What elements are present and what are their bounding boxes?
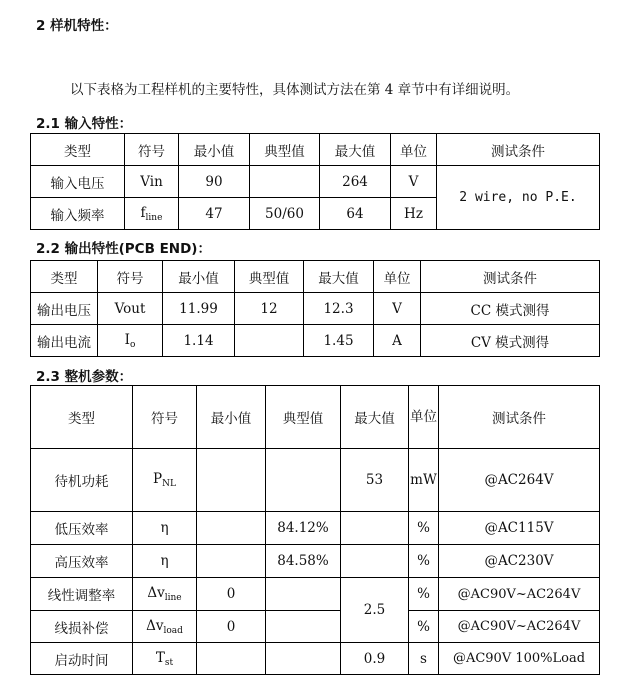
cell-min: [197, 643, 266, 675]
cell-type: 输出电流: [31, 325, 98, 357]
cell-unit: %: [409, 578, 439, 611]
header-min: 最小值: [179, 134, 250, 166]
cell-condition: 2 wire, no P.E.: [437, 166, 600, 230]
symbol-sub: st: [164, 657, 174, 668]
cell-condition: @AC115V: [439, 512, 600, 545]
cell-unit: s: [409, 643, 439, 675]
cell-condition: @AC230V: [439, 545, 600, 578]
header-type: 类型: [31, 261, 98, 293]
cell-min: 90: [179, 166, 250, 198]
cell-unit: A: [374, 325, 421, 357]
cell-min: [197, 545, 266, 578]
header-unit: 单位: [409, 386, 439, 449]
cell-condition: @AC264V: [439, 449, 600, 512]
cell-max: 264: [320, 166, 391, 198]
cell-type: 启动时间: [31, 643, 133, 675]
table-row: [31, 545, 600, 578]
symbol-main: Δv: [147, 585, 165, 601]
symbol-main: P: [153, 471, 163, 487]
symbol-sub: NL: [162, 479, 176, 489]
cell-unit: %: [409, 611, 439, 643]
cell-type: 高压效率: [31, 545, 133, 578]
table-header-row: [31, 261, 600, 293]
header-min: 最小值: [197, 386, 266, 449]
header-unit: 单位: [391, 134, 437, 166]
header-condition: 测试条件: [439, 386, 600, 449]
cell-unit: %: [409, 512, 439, 545]
output-table: [30, 260, 600, 357]
symbol-main: Δv: [146, 617, 164, 634]
header-max: 最大值: [320, 134, 391, 166]
header-min: 最小值: [163, 261, 235, 293]
symbol-sub: load: [163, 625, 183, 636]
header-symbol: 符号: [133, 386, 197, 449]
cell-unit: Hz: [391, 198, 437, 230]
cell-typ: 50/60: [250, 198, 320, 230]
symbol-main: T: [155, 649, 165, 666]
cell-symbol: η: [133, 512, 197, 545]
section-title: 2 样机特性：: [36, 18, 118, 34]
symbol-main: f: [140, 204, 146, 221]
symbol-sub: line: [164, 593, 182, 603]
table-row: [31, 611, 600, 643]
cell-symbol: [133, 643, 197, 675]
symbol-main: I: [124, 331, 130, 348]
cell-type: 输入电压: [31, 166, 125, 198]
cell-typ: [266, 578, 341, 611]
header-condition: 测试条件: [437, 134, 600, 166]
cell-max: 1.45: [304, 325, 374, 357]
cell-symbol: η: [133, 545, 197, 578]
table-row: [31, 293, 600, 325]
header-condition: 测试条件: [421, 261, 600, 293]
cell-symbol: Vout: [98, 293, 163, 325]
symbol-sub: o: [129, 339, 136, 350]
cell-type: 输入频率: [31, 198, 125, 230]
input-table: [30, 133, 600, 230]
cell-max: 12.3: [304, 293, 374, 325]
cell-typ: 84.58%: [266, 545, 341, 578]
header-unit: 单位: [374, 261, 421, 293]
cell-typ: 12: [235, 293, 304, 325]
machine-table: [30, 385, 600, 675]
cell-condition: CV 模式测得: [421, 325, 600, 357]
cell-typ: 84.12%: [266, 512, 341, 545]
cell-typ: [266, 611, 341, 643]
cell-type: 输出电压: [31, 293, 98, 325]
table-row: [31, 449, 600, 512]
cell-type: 线性调整率: [31, 578, 133, 611]
cell-symbol: Vin: [125, 166, 179, 198]
cell-unit: %: [409, 545, 439, 578]
header-typ: 典型值: [235, 261, 304, 293]
cell-symbol: [133, 611, 197, 643]
cell-min: 1.14: [163, 325, 235, 357]
cell-min: [197, 449, 266, 512]
table-row: [31, 166, 600, 198]
cell-type: 低压效率: [31, 512, 133, 545]
intro-paragraph: 以下表格为工程样机的主要特性，具体测试方法在第 4 章节中有详细说明。: [70, 82, 520, 98]
input-section-title: 2.1 输入特性：: [36, 116, 133, 132]
header-symbol: 符号: [125, 134, 179, 166]
cell-min: 0: [197, 578, 266, 611]
cell-symbol: [98, 325, 163, 357]
output-section-title: 2.2 输出特性(PCB END)：: [36, 241, 211, 257]
cell-max: 0.9: [341, 643, 409, 675]
cell-typ: [235, 325, 304, 357]
header-max: 最大值: [304, 261, 374, 293]
table-row: [31, 512, 600, 545]
header-type: 类型: [31, 386, 133, 449]
cell-condition: CC 模式测得: [421, 293, 600, 325]
cell-max: 64: [320, 198, 391, 230]
header-type: 类型: [31, 134, 125, 166]
cell-min: 11.99: [163, 293, 235, 325]
header-typ: 典型值: [266, 386, 341, 449]
header-max: 最大值: [341, 386, 409, 449]
header-symbol: 符号: [98, 261, 163, 293]
table-row: [31, 578, 600, 611]
cell-typ: [266, 643, 341, 675]
table-header-row: [31, 386, 600, 449]
cell-condition: @AC90V 100%Load: [439, 643, 600, 675]
cell-symbol: [133, 449, 197, 512]
table-row: [31, 325, 600, 357]
cell-min: 0: [197, 611, 266, 643]
cell-max: 53: [341, 449, 409, 512]
cell-condition: @AC90V~AC264V: [439, 578, 600, 611]
cell-typ: [250, 166, 320, 198]
cell-condition: @AC90V~AC264V: [439, 611, 600, 643]
header-typ: 典型值: [250, 134, 320, 166]
cell-typ: [266, 449, 341, 512]
cell-max-merged: 2.5: [341, 578, 409, 643]
cell-type: 线损补偿: [31, 611, 133, 643]
table-row: [31, 643, 600, 675]
cell-type: 待机功耗: [31, 449, 133, 512]
table-header-row: [31, 134, 600, 166]
cell-unit: mW: [409, 449, 439, 512]
cell-symbol: [133, 578, 197, 611]
cell-max: [341, 545, 409, 578]
cell-max: [341, 512, 409, 545]
cell-min: 47: [179, 198, 250, 230]
cell-unit: V: [391, 166, 437, 198]
cell-min: [197, 512, 266, 545]
cell-symbol: [125, 198, 179, 230]
machine-section-title: 2.3 整机参数：: [36, 369, 133, 385]
cell-unit: V: [374, 293, 421, 325]
symbol-sub: line: [145, 212, 163, 223]
